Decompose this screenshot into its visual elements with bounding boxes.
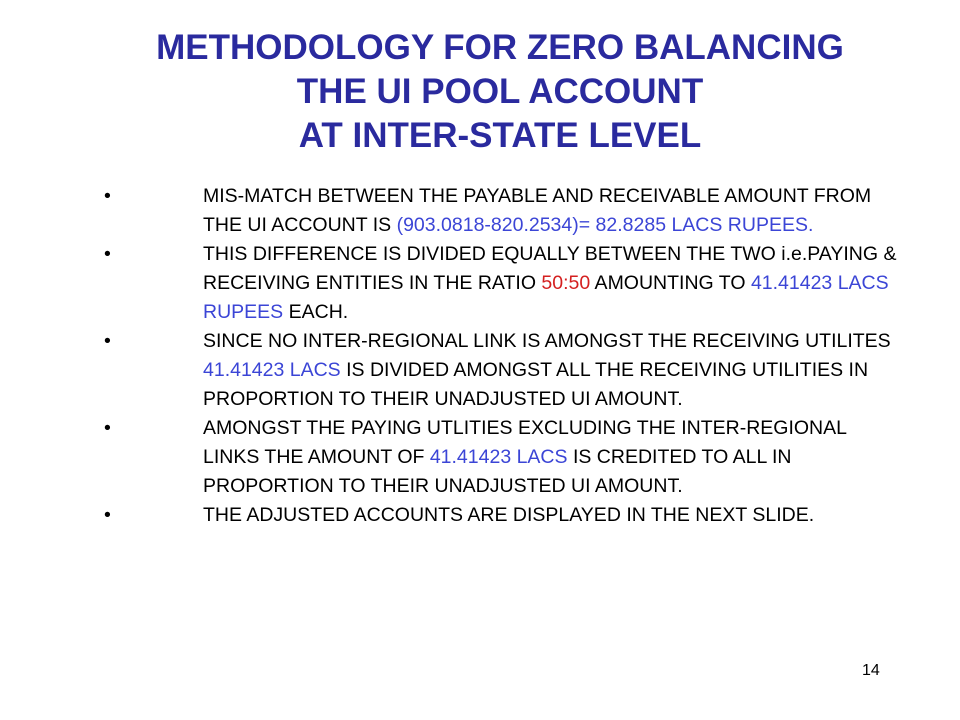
bullet-text-segment: IS CREDITED TO ALL IN PROPORTION TO THEIR UNADJUSTED UI AMOUNT. [203, 446, 792, 497]
bullet-mark: • [104, 330, 111, 352]
bullet-mark: • [104, 417, 111, 439]
bullet-text-segment: MIS-MATCH BETWEEN THE PAYABLE AND RECEIVABLE AMOUNT FROM THE UI ACCOUNT IS [203, 185, 872, 236]
bullet-highlight-amount: 41.41423 LACS RUPEES [203, 272, 889, 323]
bullet-item-5 [100, 501, 900, 530]
bullet-text-segment: AMONGST THE PAYING UTLITIES EXCLUDING THE INTER-REGIONAL LINKS THE AMOUNT OF [203, 417, 847, 468]
bullet-text-segment: EACH. [283, 301, 349, 323]
page-number: 14 [862, 662, 880, 679]
bullet-mark: • [104, 243, 111, 265]
slide-title [0, 26, 960, 158]
bullet-list [100, 182, 900, 530]
bullet-item-2 [100, 240, 900, 327]
bullet-mark: • [104, 504, 111, 526]
bullet-highlight-amount: 41.41423 LACS [203, 359, 341, 381]
bullet-text-segment: AMOUNTING TO [590, 272, 751, 294]
title-line-1: METHODOLOGY FOR ZERO BALANCING [156, 28, 844, 67]
bullet-text-segment: SINCE NO INTER-REGIONAL LINK IS AMONGST THE RECEIVING UTILITES [203, 330, 891, 352]
bullet-mark: • [104, 185, 111, 207]
bullet-text-segment: THE ADJUSTED ACCOUNTS ARE DISPLAYED IN THE NEXT SLIDE. [203, 504, 815, 526]
bullet-highlight-amount: (903.0818-820.2534)= 82.8285 LACS RUPEES. [396, 214, 814, 236]
bullet-highlight-amount: 41.41423 LACS [429, 446, 568, 468]
title-line-3: AT INTER-STATE LEVEL [298, 116, 702, 155]
title-line-2: THE UI POOL ACCOUNT [296, 72, 704, 111]
bullet-highlight-ratio: 50:50 [541, 272, 591, 294]
bullet-item-1 [100, 182, 900, 240]
bullet-text-segment: IS DIVIDED AMONGST ALL THE RECEIVING UTILITIES IN PROPORTION TO THEIR UNADJUSTED UI AMOUNT. [203, 359, 869, 410]
bullet-text-segment: THIS DIFFERENCE IS DIVIDED EQUALLY BETWEEN THE TWO i.e.PAYING & RECEIVING ENTITIES IN THE RATIO [203, 243, 897, 294]
bullet-item-3 [100, 327, 900, 414]
bullet-item-4 [100, 414, 900, 501]
